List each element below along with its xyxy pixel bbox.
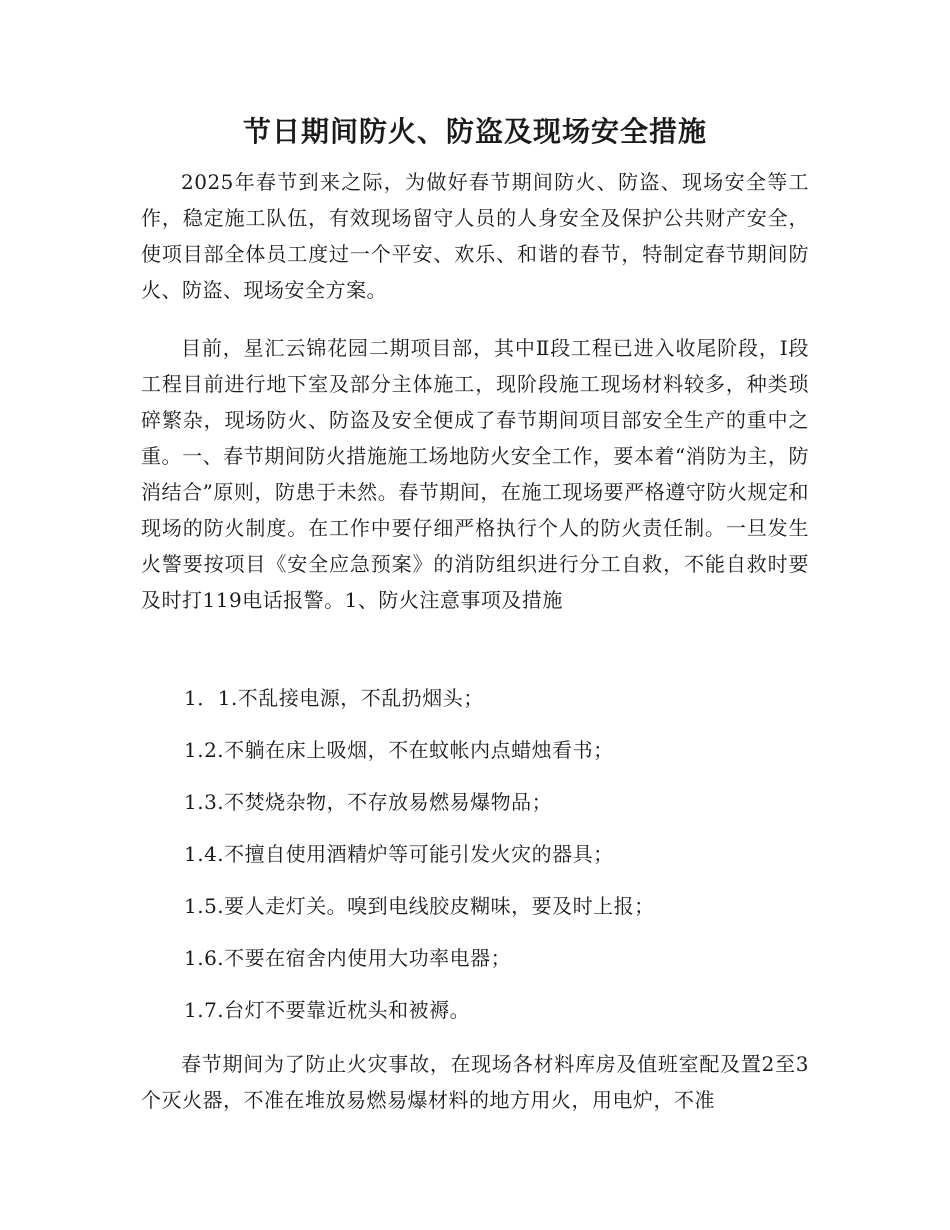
list-item: 1.2.不躺在床上吸烟，不在蚊帐内点蜡烛看书； [184, 738, 614, 762]
list-item: 1.7.台灯不要靠近枕头和被褥。 [184, 998, 471, 1022]
intro-paragraph: 2025年春节到来之际，为做好春节期间防火、防盗、现场安全等工作，稳定施工队伍，有效现场留守人员的人身安全及保护公共财产安全，使项目部全体员工度过一个平安、欢乐、和谐的春节，特制定春节期间防火、防盗、现场安全方案。 [141, 170, 809, 302]
list-item: 1.6.不要在宿舍内使用大功率电器； [184, 946, 512, 970]
list-item: 1.3.不焚烧杂物，不存放易燃易爆物品； [184, 790, 553, 814]
closing-paragraph: 春节期间为了防止火灾事故，在现场各材料库房及值班室配及置2至3个灭火器，不准在堆放易燃易爆材料的地方用火，用电炉，不准 [141, 1052, 809, 1112]
list-item: 1.4.不擅自使用酒精炉等可能引发火灾的器具； [184, 842, 614, 866]
list-item: 1．1.不乱接电源，不乱扔烟头； [184, 686, 484, 710]
status-paragraph: 目前，星汇云锦花园二期项目部，其中Ⅱ段工程已进入收尾阶段，Ⅰ段工程目前进行地下室及部分主体施工，现阶段施工现场材料较多，种类琐碎繁杂，现场防火、防盗及安全便成了春节期间项目部安全生产的重中之重。一、春节期间防火措施施工场地防火安全工作，要本着“消防为主，防消结合”原则，防患于未然。春节期间，在施工现场要严格遵守防火规定和现场的防火制度。在工作中要仔细严格执行个人的防火责任制。一旦发生火警要按项目《安全应急预案》的消防组织进行分工自救，不能自救时要及时打119电话报警。1、防火注意事项及措施 [141, 336, 809, 612]
document-title: 节日期间防火、防盗及现场安全措施 [242, 115, 707, 148]
list-item: 1.5.要人走灯关。嗅到电线胶皮糊味，要及时上报； [184, 894, 655, 918]
